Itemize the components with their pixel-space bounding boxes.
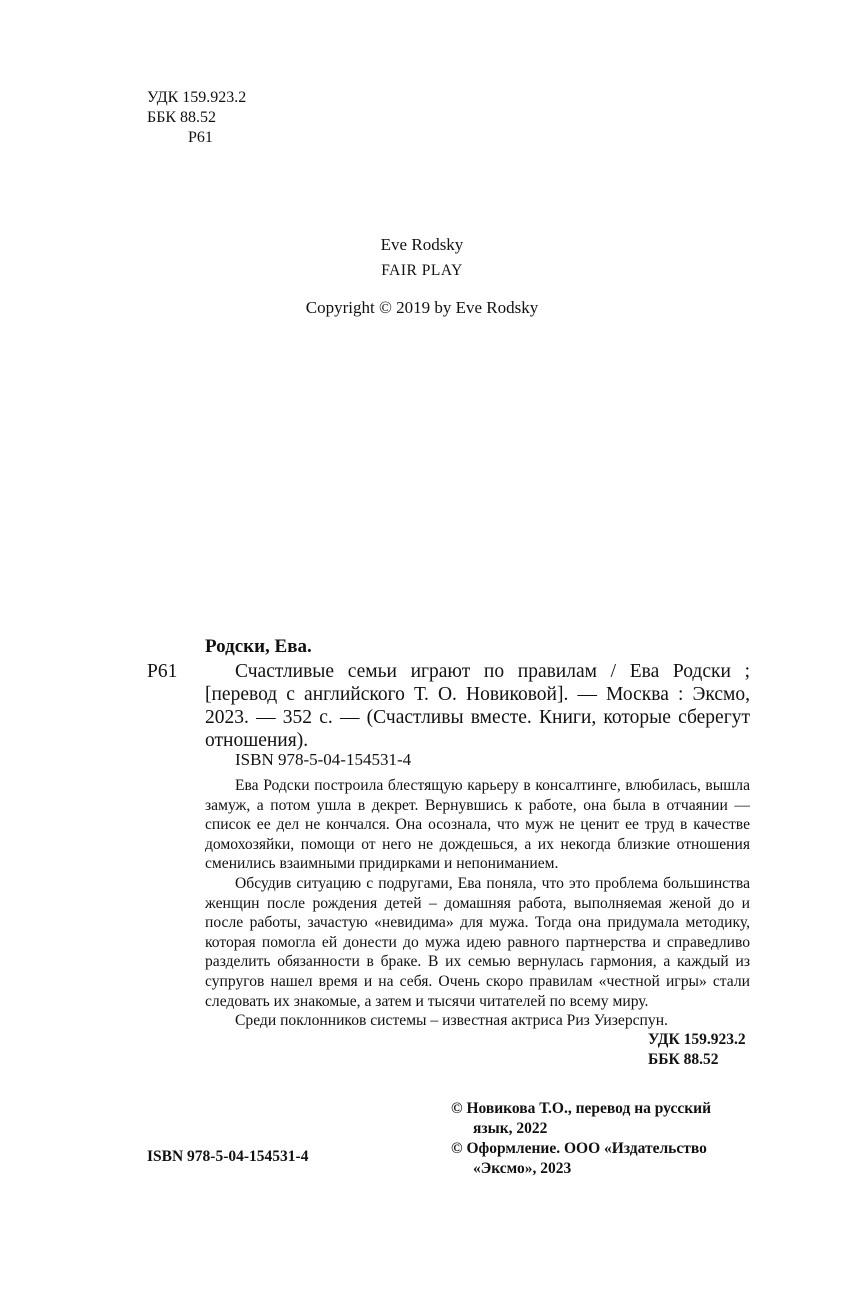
- card-bbk: ББК 88.52: [648, 1051, 719, 1068]
- card-description-line: [перевод с английского Т. О. Новиковой]. — Москва : Эксмо,: [205, 684, 750, 705]
- classification-codes: [147, 88, 246, 148]
- author-sign: Р61: [188, 129, 213, 146]
- original-author: Eve Rodsky: [380, 235, 464, 254]
- footer-isbn: ISBN 978-5-04-154531-4: [147, 1148, 309, 1165]
- card-classification: [648, 1030, 746, 1070]
- card-isbn: ISBN 978-5-04-154531-4: [235, 750, 412, 769]
- card-udk: УДК 159.923.2: [648, 1031, 746, 1048]
- copyright-translation: © Новикова Т.О., перевод на русский: [451, 1100, 711, 1117]
- annotation: [205, 776, 750, 1031]
- card-description-line: 2023. — 352 с. — (Счастливы вместе. Книги, которые сберегут: [205, 707, 750, 728]
- copyright-block: [451, 1099, 711, 1179]
- card-description-line: Счастливые семьи играют по правилам / Ева Родски ;: [235, 661, 750, 682]
- original-title: FAIR PLAY: [381, 262, 463, 279]
- copyright-translation-cont: язык, 2022: [473, 1120, 548, 1137]
- annotation-paragraph: Ева Родски построила блестящую карьеру в консалтинге, влюбилась, вышла замуж, а потом ушла в декрет. Вернувшись к работе, она была в отчаянии — список ее дел не кончался. Она осознала, что муж не ценит ее труд в качестве домохозяйки, помощи от него не дождешься, а их некогда близкие отношения сменились взаимными придирками и непониманием.: [205, 777, 750, 873]
- card-author-sign: Р61: [147, 661, 178, 682]
- card-description: [205, 660, 750, 752]
- annotation-paragraph: Обсудив ситуацию с подругами, Ева поняла, что это проблема большинства женщин после рождения детей – домашняя работа, выполняемая женой до и после работы, зачастую «невидима» для мужа. Тогда она придумала методику, которая помогла ей донести до мужа идею равного партнерства и справедливо разделить обязанности в браке. В их семью вернулась гармония, а каждый из супругов нашел время и на себя. Очень скоро правилам «честной игры» стали следовать их знакомые, а затем и тысячи читателей по всему миру.: [205, 874, 750, 1010]
- original-copyright: Copyright © 2019 by Eve Rodsky: [305, 298, 539, 317]
- copyright-design-cont: «Эксмо», 2023: [473, 1160, 572, 1177]
- udk-code: УДК 159.923.2: [147, 89, 247, 106]
- card-description-line: отношения).: [205, 730, 309, 751]
- card-heading: Родски, Ева.: [205, 636, 312, 657]
- bbk-code: ББК 88.52: [147, 109, 217, 126]
- annotation-paragraph: Среди поклонников системы – известная актриса Риз Уизерспун.: [235, 1012, 668, 1030]
- copyright-design: © Оформление. ООО «Издательство: [451, 1140, 707, 1157]
